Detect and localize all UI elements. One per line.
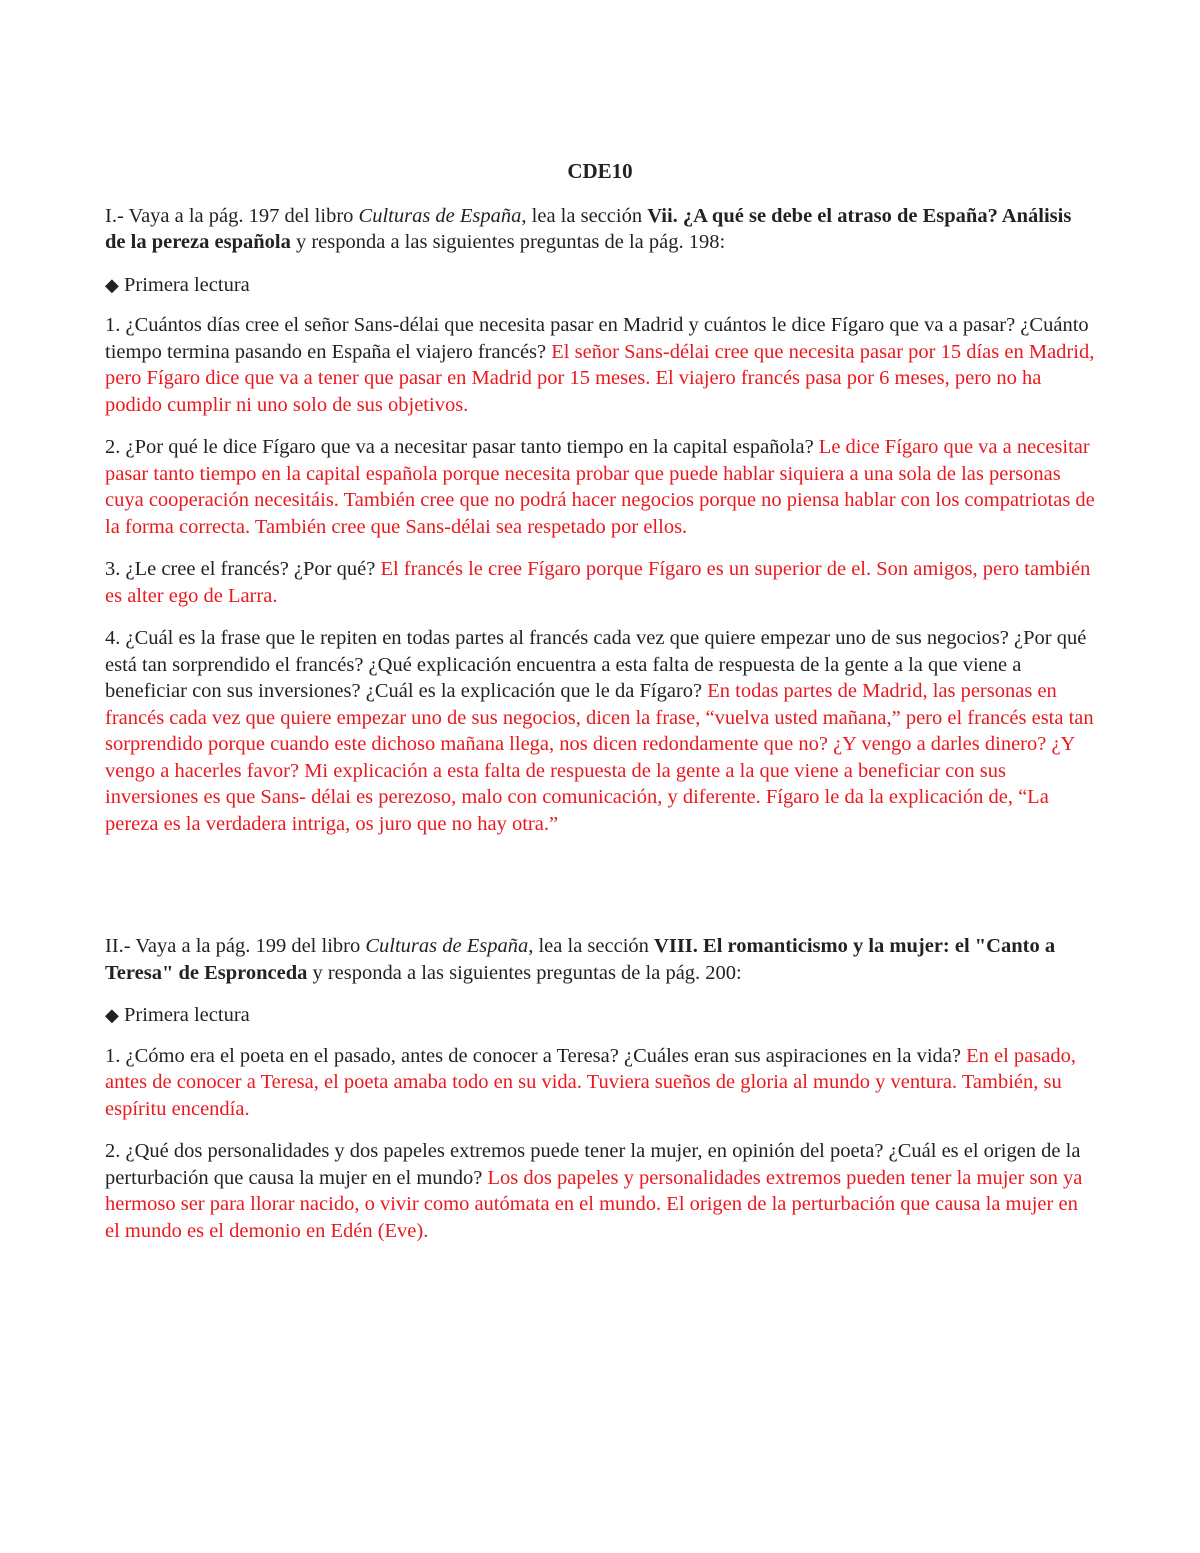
question-1 <box>105 312 1095 418</box>
book-title: Culturas de España <box>358 204 522 227</box>
section2-title: VIII. El romanticismo y la mujer: el "Canto a Teresa" de Espronceda <box>105 935 1056 984</box>
question-2 <box>105 434 1095 540</box>
answer-text: El francés le cree Fígaro porque Fígaro es un superior de el. Son amigos, pero también es alter ego de Larra. <box>105 558 1091 607</box>
document-page <box>105 158 1095 1260</box>
diamond-bullet-icon: ◆ <box>105 1005 119 1025</box>
document-title: CDE10 <box>567 159 633 183</box>
section2-intro: II.- Vaya a la pág. 199 del libro Culturas de España, lea la sección VIII. El romanticismo y la mujer: el "Canto a Teresa" de Espronceda y responda a las siguientes preguntas de la pág. 200: <box>105 935 1056 984</box>
answer-text: El señor Sans-délai cree que necesita pasar por 15 días en Madrid, pero Fígaro dice que va a tener que pasar en Madrid por 15 meses. El viajero francés pasa por 6 meses, pero no ha podido cumplir ni uno solo de sus objetivos. <box>105 340 1095 416</box>
answer-text: Los dos papeles y personalidades extremos pueden tener la mujer son ya hermoso ser para llorar nacido, o vivir como autómata en el mundo. El origen de la perturbación que causa la mujer en el mundo es el demonio en Edén (Eve). <box>105 1166 1083 1242</box>
question-3 <box>105 556 1095 609</box>
question-text: 2. ¿Qué dos personalidades y dos papeles extremos puede tener la mujer, en opinión del poeta? ¿Cuál es el origen de la perturbación que causa la mujer en el mundo? <box>105 1140 1081 1189</box>
bullet-item: ◆ Primera lectura <box>105 273 250 296</box>
section1-intro: I.- Vaya a la pág. 197 del libro Culturas de España, lea la sección Vii. ¿A qué se debe el atraso de España? Análisis de la pereza española y responda a las siguientes preguntas de la pág. 198: <box>105 204 1072 253</box>
question-text: 2. ¿Por qué le dice Fígaro que va a necesitar pasar tanto tiempo en la capital española? <box>105 436 819 458</box>
section1-title: Vii. ¿A qué se debe el atraso de España? Análisis de la pereza española <box>105 204 1072 253</box>
answer-text: Le dice Fígaro que va a necesitar pasar tanto tiempo en la capital española porque necesita probar que puede hablar siquiera a una sola de las personas cuya cooperación necesitáis. También cree que no podrá hacer negocios porque no piensa hablar con los compatriotas de la forma correcta. También cree que Sans-délai sea respetado por ellos. <box>105 436 1095 538</box>
answer-text: En el pasado, antes de conocer a Teresa, el poeta amaba todo en su vida. Tuviera sueños de gloria al mundo y ventura. También, su espíritu encendía. <box>105 1044 1076 1120</box>
section-spacer <box>105 853 1095 933</box>
question-1 <box>105 1043 1095 1123</box>
book-title: Culturas de España <box>365 935 529 957</box>
answer-text: En todas partes de Madrid, las personas en francés cada vez que quiere empezar uno de sus negocios, dicen la frase, “vuelva usted mañana,” pero el francés esta tan sorprendido porque cuando este dichoso mañana llega, nos dicen redondamente que no? ¿Y vengo a darles dinero? ¿Y vengo a hacerles favor? Mi explicación a esta falta de respuesta de la gente a la que viene a beneficiar con sus inversiones es que Sans- délai es perezoso, malo con comunicación, y diferente. Fígaro le da la explicación de, “La pereza es la verdadera intriga, os juro que no hay otra.” <box>105 680 1094 835</box>
question-text: 1. ¿Cómo era el poeta en el pasado, antes de conocer a Teresa? ¿Cuáles eran sus aspiraciones en la vida? <box>105 1044 967 1067</box>
question-text: 1. ¿Cuántos días cree el señor Sans-délai que necesita pasar en Madrid y cuántos le dice Fígaro que va a pasar? ¿Cuánto tiempo termina pasando en España el viajero francés? <box>105 314 1089 363</box>
bullet-item: ◆ Primera lectura <box>105 1004 250 1026</box>
question-4 <box>105 625 1095 837</box>
question-text: 3. ¿Le cree el francés? ¿Por qué? <box>105 558 381 580</box>
question-text: 4. ¿Cuál es la frase que le repiten en todas partes al francés cada vez que quiere empezar uno de sus negocios? ¿Por qué está tan sorprendido el francés? ¿Qué explicación encuentra a esta falta de respuesta de la gente a la que viene a beneficiar con sus inversiones? ¿Cuál es la explicación que le da Fígaro? <box>105 627 1087 702</box>
question-2 <box>105 1138 1095 1244</box>
diamond-bullet-icon: ◆ <box>105 274 119 295</box>
